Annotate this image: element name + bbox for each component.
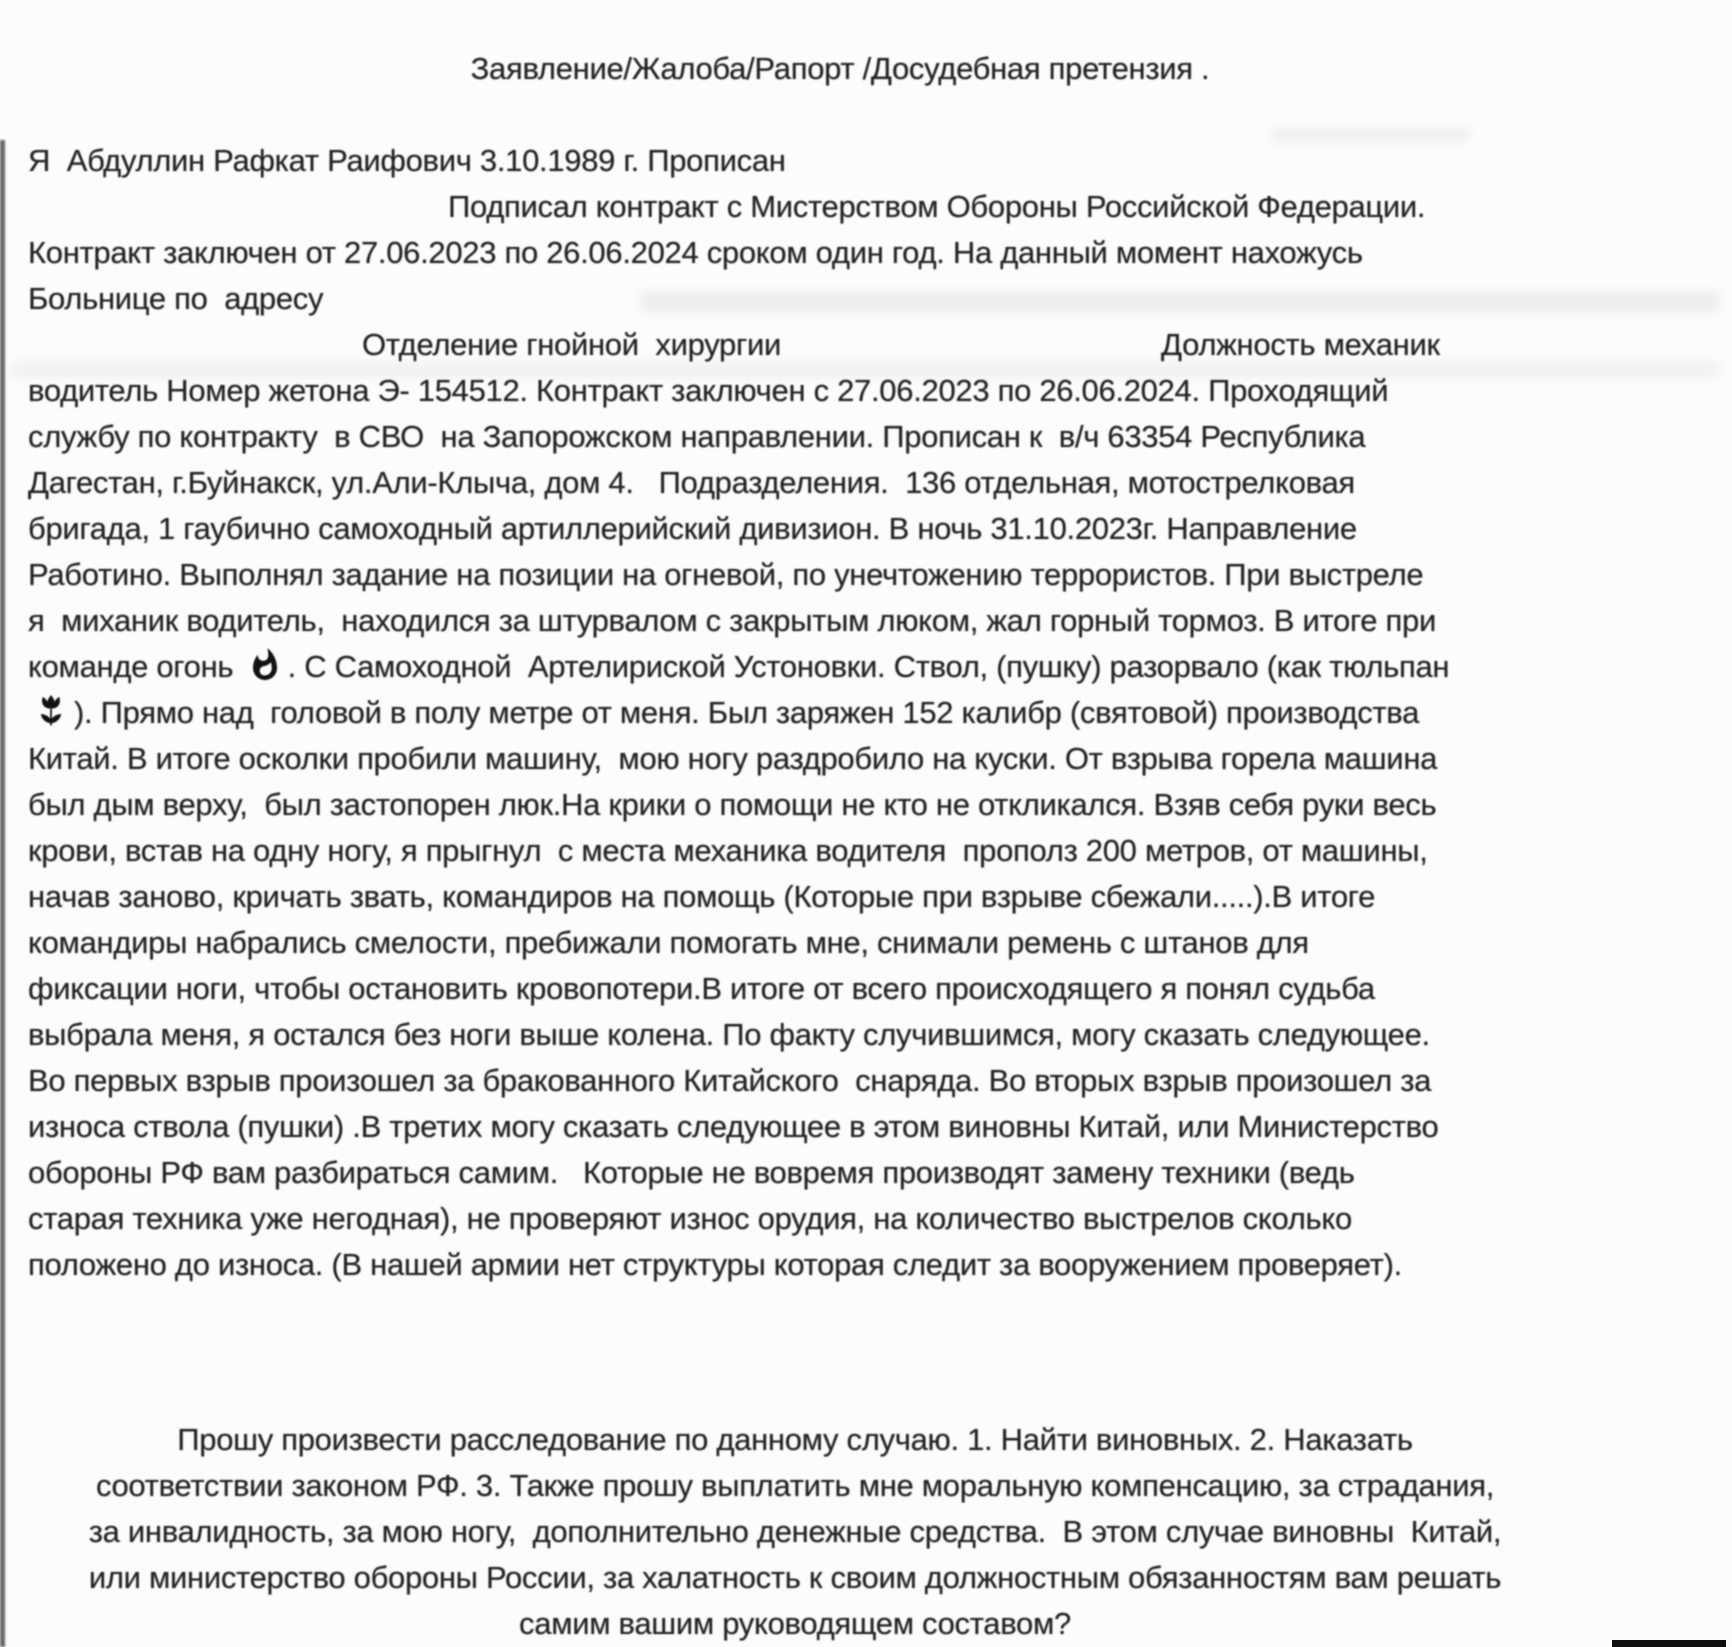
line-text: Больнице по адресу [28, 281, 324, 316]
document-title [2, 46, 1706, 92]
line-text: износа ствола (пушки) .В третих могу сказать следующее в этом виновны Китай, или Министерство [28, 1109, 1439, 1144]
scan-smear-erased-line [640, 292, 1720, 312]
line-text: фиксации ноги, чтобы остановить кровопотери.В итоге от всего происходящего я понял судьба [28, 971, 1375, 1006]
request-line [28, 1555, 1562, 1601]
line-text: службу по контракту в СВО на Запорожском направлении. Прописан к в/ч 63354 Республика [28, 419, 1366, 454]
text-line [28, 1058, 1732, 1104]
text-line [28, 506, 1732, 552]
line-text: выбрала меня, я остался без ноги выше колена. По факту случившимся, могу сказать следующее. [28, 1017, 1430, 1052]
document-body [28, 46, 1732, 1288]
text-line [28, 138, 1732, 184]
text-line [28, 460, 1732, 506]
line-text: Должность механик [1161, 327, 1440, 362]
line-text: положено до износа. (В нашей армии нет структуры которая следит за вооружением проверяет). [28, 1247, 1402, 1282]
line-text: Работино. Выполнял задание на позиции на огневой, по унечтожению террористов. При выстреле [28, 557, 1424, 592]
text-line [28, 1012, 1732, 1058]
text-line [28, 552, 1732, 598]
request-line [28, 1601, 1562, 1647]
line-text: Дагестан, г.Буйнакск, ул.Али-Клыча, дом 4. Подразделения. 136 отдельная, мотострелковая [28, 465, 1355, 500]
text-line [28, 1150, 1732, 1196]
text-line [28, 690, 1732, 736]
line-text: соответствии законом РФ. 3. Также прошу выплатить мне моральную компенсацию, за страдания, [95, 1468, 1495, 1503]
line-text: Подписал контракт с Мистерством Обороны Российской Федерации. [448, 189, 1426, 224]
scan-smear-erased-line [10, 362, 1720, 378]
line-text: Я Абдуллин Рафкат Раифович 3.10.1989 г. Прописан [28, 143, 786, 178]
request-line [28, 1509, 1562, 1555]
request-paragraph [28, 1417, 1562, 1647]
line-text: Контракт заключен от 27.06.2023 по 26.06.2024 сроком один год. На данный момент нахожусь [28, 235, 1363, 270]
text-line [28, 184, 1732, 230]
text-line [28, 782, 1732, 828]
text-line [28, 874, 1732, 920]
fire-icon [242, 644, 288, 690]
scan-smear-erased-line [1270, 128, 1470, 142]
line-text: команде огонь [28, 649, 242, 684]
line-text: за инвалидность, за мою ногу, дополнительно денежные средства. В этом случае виновны Китай, [88, 1514, 1502, 1549]
text-line [28, 414, 1732, 460]
line-text: старая техника уже негодная), не проверяют износ орудия, на количество выстрелов сколько [28, 1201, 1352, 1236]
text-line [28, 920, 1732, 966]
line-text: был дым верху, был застопорен люк.На крики о помощи не кто не откликался. Взяв себя руки весь [28, 787, 1437, 822]
scan-black-bar-artifact [1612, 1640, 1726, 1647]
line-text: Во первых взрыв произошел за бракованного Китайского снаряда. Во вторых взрыв произошел за [28, 1063, 1432, 1098]
text-line [28, 966, 1732, 1012]
text-line [28, 828, 1732, 874]
line-text: или министерство обороны России, за халатность к своим должностным обязанностям вам решать [88, 1560, 1502, 1595]
text-line [28, 598, 1732, 644]
line-text: . С Самоходной Артелириской Устоновки. Ствол, (пушку) разорвало (как тюльпан [287, 649, 1450, 684]
scan-edge-artifact [0, 140, 5, 1647]
text-line [28, 1104, 1732, 1150]
text-line [28, 1242, 1732, 1288]
line-text: обороны РФ вам разбираться самим. Которые не вовремя производят замену техники (ведь [28, 1155, 1355, 1190]
line-text: я миханик водитель, находился за штурвалом с закрытым люком, жал горный тормоз. В итоге при [28, 603, 1436, 638]
request-line [28, 1417, 1562, 1463]
line-text: Заявление/Жалоба/Рапорт /Досудебная претензия . [470, 51, 1210, 86]
text-line [28, 736, 1732, 782]
text-line [28, 1196, 1732, 1242]
request-line [28, 1463, 1562, 1509]
line-text: водитель Номер жетона Э- 154512. Контракт заключен с 27.06.2023 по 26.06.2024. Проходящий [28, 373, 1389, 408]
line-text: командиры набрались смелости, пребижали помогать мне, снимали ремень с штанов для [28, 925, 1309, 960]
line-text: ). Прямо над головой в полу метре от меня. Был заряжен 152 калибр (святовой) производства [74, 695, 1420, 730]
text-line [28, 644, 1732, 690]
tulip-icon [28, 690, 74, 736]
text-line [28, 92, 1732, 138]
line-text: крови, встав на одну ногу, я прыгнул с места механика водителя прополз 200 метров, от машины, [28, 833, 1428, 868]
line-text: начав заново, кричать звать, командиров на помощь (Которые при взрыве сбежали.....).В итоге [28, 879, 1376, 914]
line-text: бригада, 1 гаубично самоходный артиллерийский дивизион. В ночь 31.10.2023г. Направление [28, 511, 1357, 546]
line-text: Прошу произвести расследование по данному случаю. 1. Найти виновных. 2. Наказать [177, 1422, 1413, 1457]
text-line [28, 230, 1732, 276]
line-text: Отделение гнойной хирургии [362, 327, 782, 362]
line-text: Китай. В итоге осколки пробили машину, мою ногу раздробило на куски. От взрыва горела машина [28, 741, 1438, 776]
line-text: самим вашим руководящем составом? [519, 1606, 1071, 1641]
